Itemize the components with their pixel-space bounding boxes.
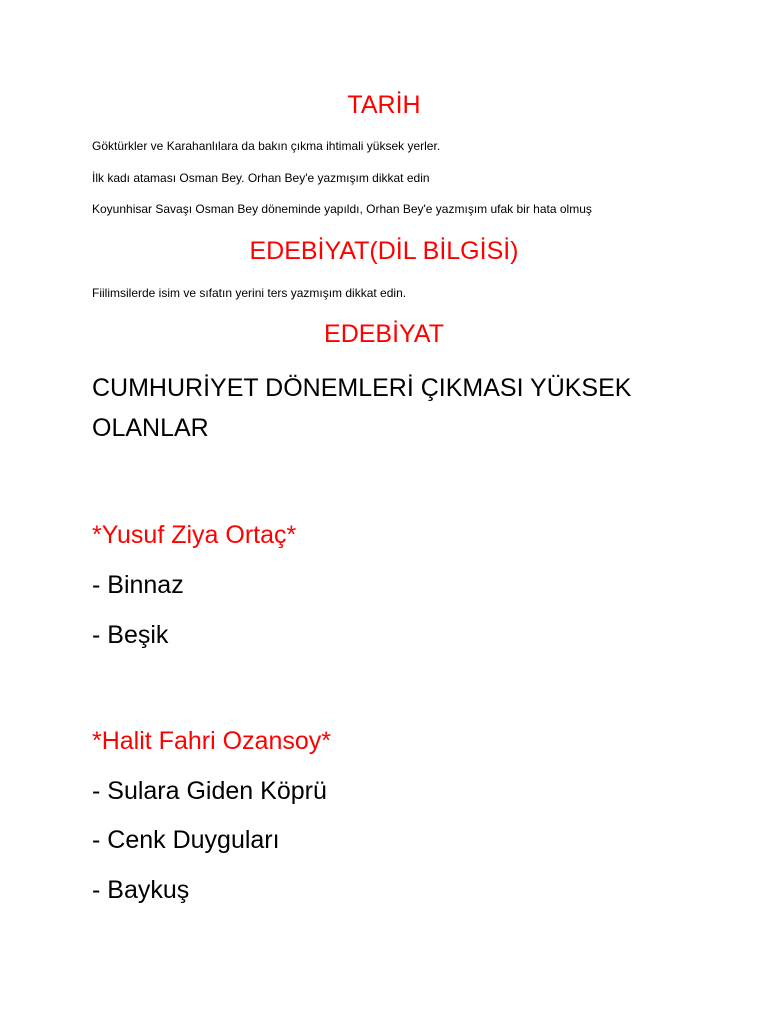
work-list-item: - Beşik xyxy=(92,621,169,649)
work-list-item: - Cenk Duyguları xyxy=(92,826,280,854)
work-list-item: - Binnaz xyxy=(92,571,184,599)
edebiyat-subtitle-line-1: CUMHURİYET DÖNEMLERİ ÇIKMASI YÜKSEK xyxy=(92,374,632,402)
tarih-note-3: Koyunhisar Savaşı Osman Bey döneminde yapıldı, Orhan Bey'e yazmışım ufak bir hata olmuş xyxy=(92,202,592,216)
author-name-yusuf-ziya-ortac: *Yusuf Ziya Ortaç* xyxy=(92,521,297,549)
author-name-halit-fahri-ozansoy: *Halit Fahri Ozansoy* xyxy=(92,727,331,755)
edebiyat-heading: EDEBİYAT xyxy=(324,320,444,348)
edebiyat-subtitle-line-2: OLANLAR xyxy=(92,414,209,442)
work-list-item: - Sulara Giden Köprü xyxy=(92,777,327,805)
dil-bilgisi-heading: EDEBİYAT(DİL BİLGİSİ) xyxy=(249,237,519,265)
tarih-heading: TARİH xyxy=(347,91,421,119)
tarih-note-1: Göktürkler ve Karahanlılara da bakın çıkma ihtimali yüksek yerler. xyxy=(92,139,441,153)
work-list-item: - Baykuş xyxy=(92,876,190,904)
tarih-note-2: İlk kadı ataması Osman Bey. Orhan Bey'e yazmışım dikkat edin xyxy=(92,171,430,185)
dil-bilgisi-note-1: Fiilimsilerde isim ve sıfatın yerini ters yazmışım dikkat edin. xyxy=(92,286,407,300)
